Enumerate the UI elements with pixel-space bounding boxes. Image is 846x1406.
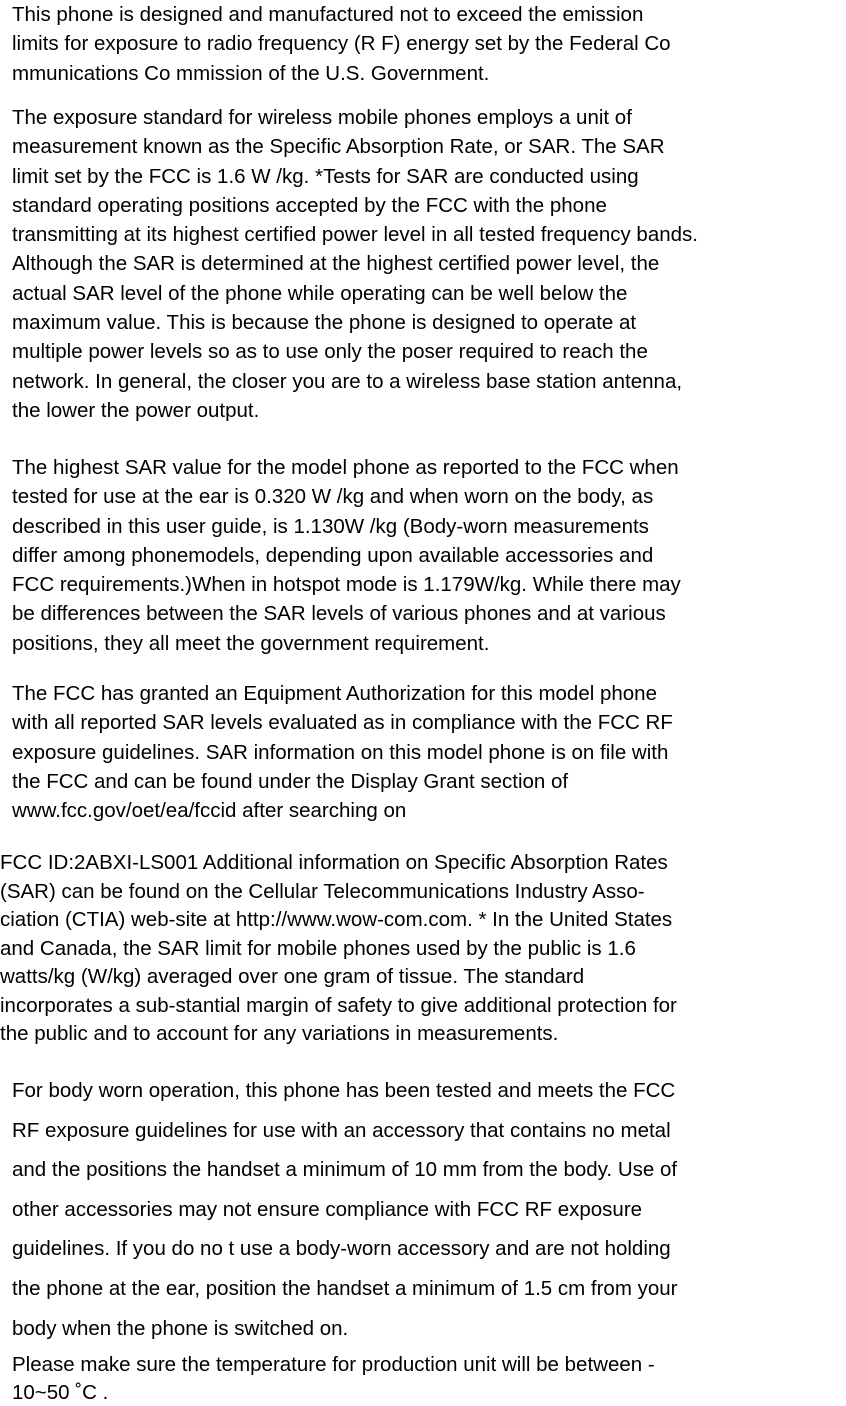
paragraph-highest-sar-values: The highest SAR value for the model phone as reported to the FCC when tested for use at the ear is 0.320 W /kg and when worn on the body, as described in this user guide, is 1.130W /kg (Body-worn measurements differ among phonemodels, depending upon available accessories and FCC requirements.)When in hotspot mode is 1.179W/kg. While there may be differences between the SAR levels of various phones and at various positions, they all meet the government requirement. xyxy=(12,456,681,655)
paragraph-exposure-standard: The exposure standard for wireless mobile phones employs a unit of measurement known as the Specific Absorption Rate, or SAR. The SAR limit set by the FCC is 1.6 W /kg. *Tests for SAR are conducted using standard operating positions accepted by the FCC with the phone transmitting at its highest certified power level in all tested frequency bands. Although the SAR is determined at the highest certified power level, the actual SAR level of the phone while operating can be well below the maximum value. This is because the phone is designed to operate at multiple power levels so as to use only the poser required to reach the network. In general, the closer you are to a wireless base station antenna, the lower the power output. xyxy=(12,106,698,422)
paragraph-body-worn-operation: For body worn operation, this phone has been tested and meets the FCC RF exposure guidelines for use with an accessory that contains no metal and the positions the handset a minimum of 10 mm from the body. Use of other accessories may not ensure compliance with FCC RF exposure guidelines. If you do no t use a body-worn accessory and are not holding the phone at the ear, position the handset a minimum of 1.5 cm from your body when the phone is switched on. xyxy=(12,1079,678,1340)
paragraph-temperature-note: Please make sure the temperature for production unit will be between - 10~50 ˚C . xyxy=(12,1353,655,1404)
paragraph-equipment-authorization: The FCC has granted an Equipment Authorization for this model phone with all reported SAR levels evaluated as in compliance with the FCC RF exposure guidelines. SAR information on this model phone is on file with the FCC and can be found under the Display Grant section of www.fcc.gov/oet/ea/fccid after searching on xyxy=(12,682,673,823)
paragraph-emission-limits: This phone is designed and manufactured not to exceed the emission limits for exposure to radio frequency (R F) energy set by the Federal Co mmunications Co mmission of the U.S. Government. xyxy=(12,3,671,85)
paragraph-fcc-id-info: FCC ID:2ABXI-LS001 Additional information on Specific Absorption Rates (SAR) can be found on the Cellular Telecommunications Industry Asso- ciation (CTIA) web-site at http://www.wow-com.com. * In the United States and Canada, the SAR limit for mobile phones used by the public is 1.6 watts/kg (W/kg) averaged over one gram of tissue. The standard incorporates a sub-stantial margin of safety to give additional protection for the public and to account for any variations in measurements. xyxy=(0,851,677,1045)
